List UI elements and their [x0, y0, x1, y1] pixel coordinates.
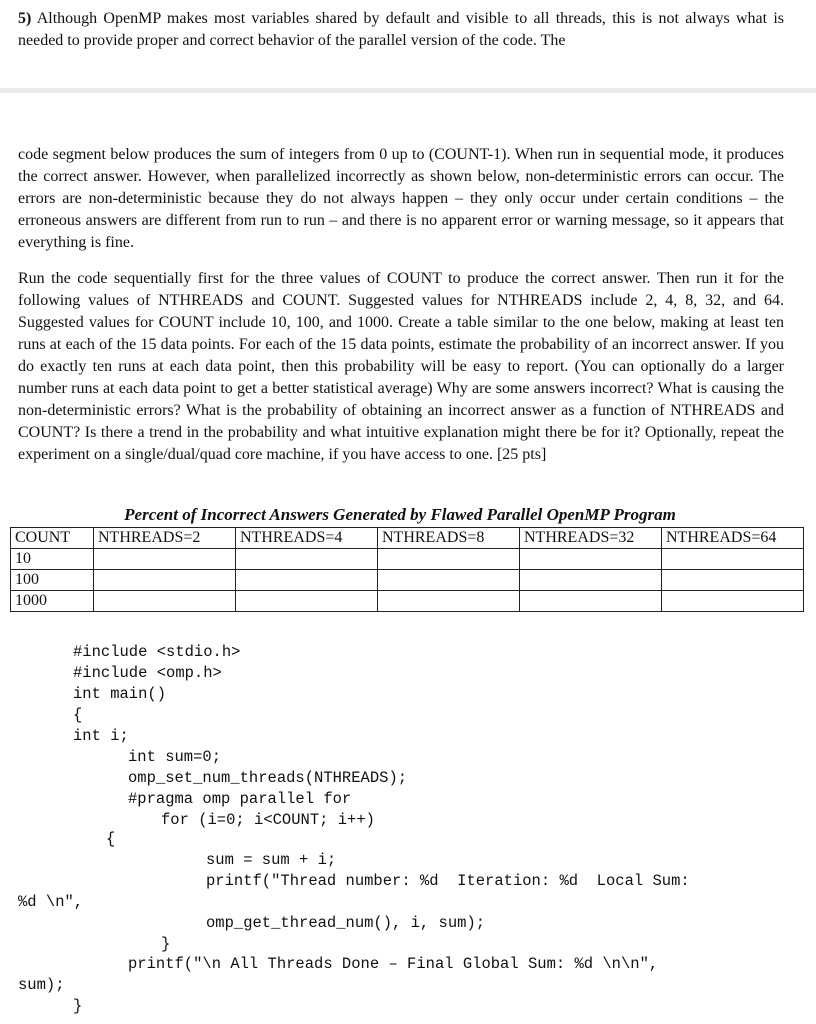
code-line: %d \n", [18, 893, 84, 911]
code-line: int sum=0; [128, 748, 222, 766]
table-row [11, 570, 804, 591]
table-cell [378, 591, 520, 612]
table-cell [94, 549, 236, 570]
table-cell [236, 549, 378, 570]
paragraph-instructions: Run the code sequentially first for the three values of COUNT to produce the correct answer. Then run it for the following values of NTHREADS and COUNT. Suggested values for NTHREADS include 2, 4, 8, 32, and 64. Suggested values for COUNT include 10, 100, and 1000. Create a table similar to the one below, making at least ten runs at each of the 15 data points. For each of the 15 data points, estimate the probability of an incorrect answer. If you do exactly ten runs at each data point, then this probability will be easy to report. (You can optionally do a larger number runs at each data point to get a better statistical average) Why are some answers incorrect? What is causing the non-deterministic errors? What is the probability of obtaining an incorrect answer as a function of NTHREADS and COUNT? Is there a trend in the probability and what intuitive explanation might there be for it? Optionally, repeat the experiment on a single/dual/quad core machine, if you have access to one. [25 pts] [18, 270, 784, 463]
header-nthreads-8: NTHREADS=8 [378, 528, 520, 549]
table-cell [236, 591, 378, 612]
paragraph-code-description: code segment below produces the sum of integers from 0 up to (COUNT-1). When run in sequential mode, it produces the correct answer. However, when parallelized incorrectly as shown below, non-deterministic errors can occur. The errors are non-deterministic because they do not always happen – they only occur under certain conditions – the erroneous answers are different from run to run – and there is no apparent error or warning message, so it appears that everything is fine. [18, 146, 784, 251]
row-count-label: 1000 [11, 591, 94, 612]
question-intro [18, 8, 784, 52]
table-cell [378, 570, 520, 591]
code-line: #include <stdio.h> [73, 643, 241, 661]
code-line: } [161, 935, 171, 953]
table-cell [662, 591, 804, 612]
code-line: sum); [18, 976, 65, 994]
code-line: omp_get_thread_num(), i, sum); [206, 914, 486, 932]
code-line: for (i=0; i<COUNT; i++) [161, 811, 375, 829]
question-intro-text: Although OpenMP makes most variables shared by default and visible to all threads, this is not always what is needed to provide proper and correct behavior of the parallel version of the code. The [18, 10, 784, 49]
table-cell [94, 591, 236, 612]
page-divider [0, 88, 816, 93]
table-cell [236, 570, 378, 591]
code-line: } [73, 997, 83, 1015]
row-count-label: 100 [11, 570, 94, 591]
code-line: sum = sum + i; [206, 851, 337, 869]
table-caption: Percent of Incorrect Answers Generated by Flawed Parallel OpenMP Program [124, 505, 676, 524]
row-count-label: 10 [11, 549, 94, 570]
table-row [11, 549, 804, 570]
question-number: 5) [18, 10, 32, 27]
header-nthreads-2: NTHREADS=2 [94, 528, 236, 549]
header-count: COUNT [11, 528, 94, 549]
code-line: { [73, 706, 83, 724]
table-cell [94, 570, 236, 591]
header-nthreads-4: NTHREADS=4 [236, 528, 378, 549]
code-line: printf("\n All Threads Done – Final Global Sum: %d \n\n", [128, 955, 659, 973]
code-line: int i; [73, 727, 129, 745]
code-line: { [106, 830, 116, 848]
table-row [11, 591, 804, 612]
table-cell [520, 591, 662, 612]
table-cell [662, 549, 804, 570]
header-nthreads-64: NTHREADS=64 [662, 528, 804, 549]
code-line: int main() [73, 685, 167, 703]
code-line: printf("Thread number: %d Iteration: %d Local Sum: [206, 872, 690, 890]
table-cell [378, 549, 520, 570]
table-cell [520, 570, 662, 591]
table-cell [520, 549, 662, 570]
results-table [10, 527, 804, 612]
header-nthreads-32: NTHREADS=32 [520, 528, 662, 549]
code-line: #include <omp.h> [73, 664, 222, 682]
code-line: #pragma omp parallel for [128, 790, 352, 808]
table-header-row [11, 528, 804, 549]
code-line: omp_set_num_threads(NTHREADS); [128, 769, 408, 787]
table-cell [662, 570, 804, 591]
